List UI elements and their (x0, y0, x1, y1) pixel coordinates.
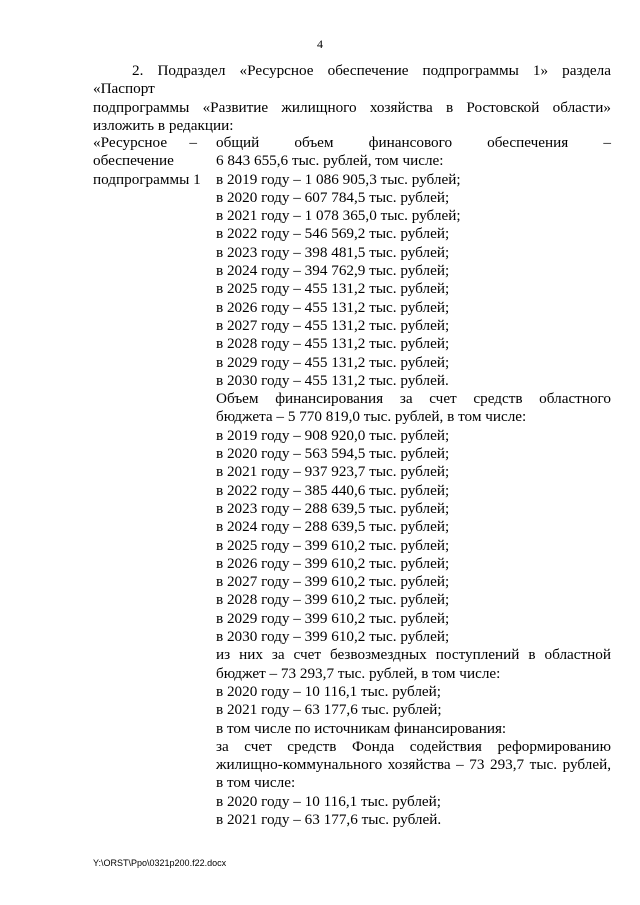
year-line: в 2026 году – 455 131,2 тыс. рублей; (216, 298, 450, 316)
year-line: в 2019 году – 908 920,0 тыс. рублей; (216, 426, 450, 444)
year-line: в 2029 году – 455 131,2 тыс. рублей; (216, 353, 450, 371)
year-line: в 2023 году – 398 481,5 тыс. рублей; (216, 243, 450, 261)
total-amount: 6 843 655,6 тыс. рублей, том числе: (216, 152, 444, 170)
year-line: в 2024 году – 288 639,5 тыс. рублей; (216, 518, 450, 536)
year-line: в 2030 году – 455 131,2 тыс. рублей. (216, 371, 449, 389)
year-line: в 2028 году – 399 610,2 тыс. рублей; (216, 591, 450, 609)
section-content (216, 134, 611, 829)
year-line: в 2027 году – 399 610,2 тыс. рублей; (216, 573, 450, 591)
label-dash: – (189, 134, 197, 151)
year-line: в 2026 году – 399 610,2 тыс. рублей; (216, 554, 450, 572)
year-line: в 2022 году – 385 440,6 тыс. рублей; (216, 481, 450, 499)
year-line: в 2021 году – 63 177,6 тыс. рублей. (216, 810, 442, 828)
section-label (93, 134, 201, 189)
label-line-2: обеспечение (93, 152, 174, 170)
year-line: в 2029 году – 399 610,2 тыс. рублей; (216, 609, 450, 627)
total-years-list (216, 171, 611, 391)
fund-line-2: жилищно-коммунального хозяйства – 73 293,7 тыс. рублей, (216, 756, 611, 774)
grants-heading-line-2: бюджет – 73 293,7 тыс. рублей, в том числе: (216, 664, 501, 682)
intro-line-2: подпрограммы «Развитие жилищного хозяйства в Ростовской области» (93, 98, 611, 116)
year-line: в 2023 году – 288 639,5 тыс. рублей; (216, 499, 450, 517)
year-line: в 2027 году – 455 131,2 тыс. рублей; (216, 316, 450, 334)
label-line-1: «Ресурсное (93, 134, 168, 151)
total-word: объем (294, 134, 334, 151)
total-word: финансового (368, 134, 453, 151)
grants-heading-line-1: из них за счет безвозмездных поступлений в областной (216, 646, 611, 664)
year-line: в 2020 году – 563 594,5 тыс. рублей; (216, 445, 450, 463)
year-line: в 2020 году – 607 784,5 тыс. рублей; (216, 188, 450, 206)
year-line: в 2021 году – 1 078 365,0 тыс. рублей; (216, 207, 461, 225)
year-line: в 2021 году – 937 923,7 тыс. рублей; (216, 463, 450, 481)
page-number: 4 (317, 37, 323, 51)
total-word: – (603, 134, 611, 151)
intro-line-1: 2. Подраздел «Ресурсное обеспечение подпрограммы 1» раздела «Паспорт (93, 62, 611, 98)
intro-line-3: изложить в редакции: (93, 116, 234, 134)
label-line-3: подпрограммы 1 (93, 170, 201, 188)
year-line: в 2022 году – 546 569,2 тыс. рублей; (216, 225, 450, 243)
sources-line: в том числе по источникам финансирования: (216, 719, 507, 737)
regional-heading-line-2: бюджета – 5 770 819,0 тыс. рублей, в том числе: (216, 408, 527, 426)
year-line: в 2020 году – 10 116,1 тыс. рублей; (216, 792, 442, 810)
year-line: в 2030 году – 399 610,2 тыс. рублей; (216, 628, 450, 646)
fund-line-1: за счет средств Фонда содействия реформированию (216, 737, 611, 755)
file-path-footer: Y:\ORST\Ppo\0321p200.f22.docx (93, 858, 227, 868)
year-line: в 2025 году – 399 610,2 тыс. рублей; (216, 536, 450, 554)
year-line: в 2025 году – 455 131,2 тыс. рублей; (216, 280, 450, 298)
total-word: обеспечения (487, 134, 569, 151)
total-word: общий (216, 134, 260, 151)
regional-years-list (216, 427, 611, 647)
total-heading (216, 134, 611, 152)
year-line: в 2028 году – 455 131,2 тыс. рублей; (216, 335, 450, 353)
fund-line-3: в том числе: (216, 774, 296, 792)
year-line: в 2020 году – 10 116,1 тыс. рублей; (216, 682, 442, 700)
fund-years-list (216, 793, 611, 830)
year-line: в 2021 году – 63 177,6 тыс. рублей; (216, 701, 442, 719)
year-line: в 2019 году – 1 086 905,3 тыс. рублей; (216, 170, 461, 188)
regional-heading-line-1: Объем финансирования за счет средств областного (216, 390, 611, 408)
grants-years-list (216, 683, 611, 720)
intro-paragraph (93, 62, 611, 135)
year-line: в 2024 году – 394 762,9 тыс. рублей; (216, 262, 450, 280)
